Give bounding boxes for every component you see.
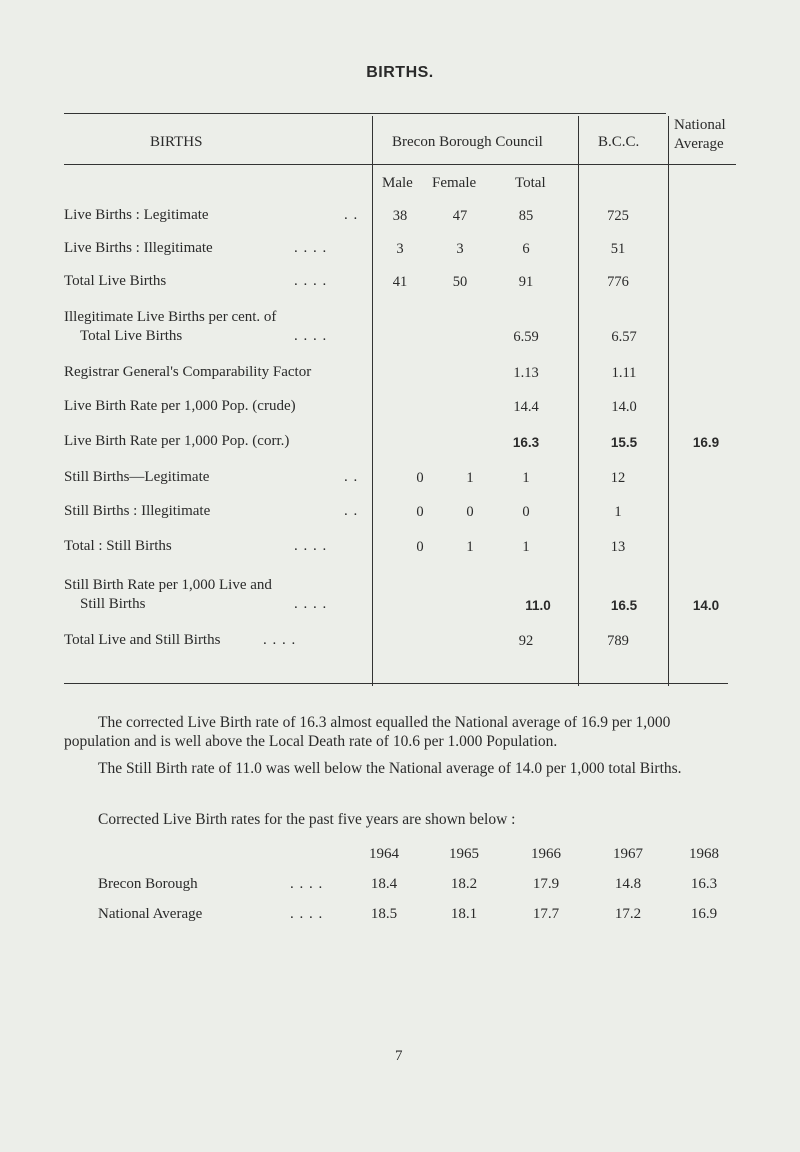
- row-label: Total : Still Births: [64, 538, 172, 554]
- cell-female: 47: [452, 208, 468, 224]
- cell-total: 16.3: [512, 435, 540, 450]
- cell-bcc: 1: [614, 504, 622, 520]
- cell-bcc: 15.5: [610, 435, 638, 450]
- year-header: 1964: [369, 846, 399, 862]
- row-label: Live Birth Rate per 1,000 Pop. (corr.): [64, 433, 290, 449]
- year-header: 1966: [531, 846, 561, 862]
- column-header-bcc: B.C.C.: [598, 134, 640, 150]
- page-heading: BIRTHS.: [366, 64, 434, 81]
- years-cell: 18.1: [450, 906, 478, 922]
- row-leader-dots: . .: [344, 207, 359, 223]
- cell-bcc: 12: [610, 470, 626, 486]
- cell-female: 3: [456, 241, 464, 257]
- years-row-label: National Average: [98, 906, 203, 922]
- cell-female: 0: [466, 504, 474, 520]
- divider-bcc-national: [668, 116, 669, 686]
- cell-total: 1.13: [513, 365, 539, 381]
- row-label: Still Births—Legitimate: [64, 469, 210, 485]
- row-label: Live Birth Rate per 1,000 Pop. (crude): [64, 398, 296, 414]
- cell-total: 85: [518, 208, 534, 224]
- year-header: 1967: [613, 846, 643, 862]
- row-leader-dots: . . . .: [294, 328, 328, 344]
- paragraph-corrected-rate: The corrected Live Birth rate of 16.3 almost equalled the National average of 16.9 per 1,000 population and is well above the Local Death rate of 10.6 per 1.000 Population.: [64, 714, 671, 750]
- years-cell: 18.5: [370, 906, 398, 922]
- row-label: Live Births : Illegitimate: [64, 240, 213, 256]
- row-leader-dots: . . . .: [263, 632, 297, 648]
- paragraph-still-birth-rate: The Still Birth rate of 11.0 was well below the National average of 14.0 per 1,000 total Births.: [98, 760, 682, 777]
- row-leader-dots: . . . .: [294, 240, 328, 256]
- column-header-national-line2: Average: [674, 136, 724, 152]
- row-label: Still Births: [80, 596, 146, 612]
- table-top-rule: [64, 113, 666, 114]
- cell-total: 11.0: [525, 598, 551, 613]
- years-cell: 16.3: [690, 876, 718, 892]
- row-label: Still Births : Illegitimate: [64, 503, 211, 519]
- row-label: Registrar General's Comparability Factor: [64, 364, 312, 380]
- cell-bcc: 6.57: [611, 329, 637, 345]
- cell-total: 6.59: [513, 329, 539, 345]
- row-leader-dots: . .: [344, 469, 359, 485]
- row-leader-dots: . . . .: [290, 906, 324, 922]
- page-number: 7: [395, 1048, 403, 1064]
- cell-bcc: 16.5: [610, 598, 638, 613]
- column-header-births: BIRTHS: [150, 134, 203, 150]
- divider-council-bcc: [578, 116, 579, 686]
- year-header: 1968: [689, 846, 719, 862]
- subheader-total: Total: [515, 175, 546, 191]
- cell-female: 50: [452, 274, 468, 290]
- cell-male: 3: [396, 241, 404, 257]
- row-leader-dots: . . . .: [294, 538, 328, 554]
- row-leader-dots: . . . .: [294, 273, 328, 289]
- years-cell: 14.8: [614, 876, 642, 892]
- row-label-line1: Still Birth Rate per 1,000 Live and: [64, 577, 272, 593]
- years-cell: 17.2: [614, 906, 642, 922]
- cell-male: 0: [416, 504, 424, 520]
- cell-female: 1: [466, 470, 474, 486]
- row-label: Total Live Births: [80, 328, 183, 344]
- row-label-line1: Illegitimate Live Births per cent. of: [64, 309, 277, 325]
- cell-bcc: 789: [607, 633, 629, 649]
- subheader-male: Male: [382, 175, 413, 191]
- row-label: Total Live Births: [64, 273, 167, 289]
- cell-bcc: 51: [610, 241, 626, 257]
- cell-total: 91: [518, 274, 534, 290]
- cell-total: 0: [522, 504, 530, 520]
- cell-male: 0: [416, 539, 424, 555]
- cell-total: 14.4: [513, 399, 539, 415]
- years-cell: 17.9: [532, 876, 560, 892]
- column-header-national-line1: National: [674, 117, 726, 133]
- cell-bcc: 1.11: [611, 365, 637, 381]
- paragraph-five-years-intro: Corrected Live Birth rates for the past five years are shown below :: [98, 811, 516, 828]
- cell-bcc: 14.0: [611, 399, 637, 415]
- table-header-rule: [64, 164, 736, 165]
- years-cell: 16.9: [690, 906, 718, 922]
- cell-male: 41: [392, 274, 408, 290]
- cell-national: 14.0: [692, 598, 720, 613]
- years-cell: 18.2: [450, 876, 478, 892]
- divider-label-council: [372, 116, 373, 686]
- table-bottom-rule: [64, 683, 728, 684]
- subheader-female: Female: [432, 175, 477, 191]
- cell-male: 0: [416, 470, 424, 486]
- years-row-label: Brecon Borough: [98, 876, 198, 892]
- cell-total: 92: [518, 633, 534, 649]
- cell-total: 1: [522, 539, 530, 555]
- row-label: Live Births : Legitimate: [64, 207, 209, 223]
- row-leader-dots: . .: [344, 503, 359, 519]
- cell-bcc: 13: [610, 539, 626, 555]
- year-header: 1965: [449, 846, 479, 862]
- cell-female: 1: [466, 539, 474, 555]
- years-cell: 17.7: [532, 906, 560, 922]
- row-leader-dots: . . . .: [290, 876, 324, 892]
- cell-total: 6: [522, 241, 530, 257]
- column-header-council: Brecon Borough Council: [392, 134, 543, 150]
- cell-national: 16.9: [692, 435, 720, 450]
- cell-bcc: 776: [607, 274, 629, 290]
- cell-bcc: 725: [607, 208, 629, 224]
- cell-male: 38: [392, 208, 408, 224]
- cell-total: 1: [522, 470, 530, 486]
- row-leader-dots: . . . .: [294, 596, 328, 612]
- years-cell: 18.4: [370, 876, 398, 892]
- row-label: Total Live and Still Births: [64, 632, 221, 648]
